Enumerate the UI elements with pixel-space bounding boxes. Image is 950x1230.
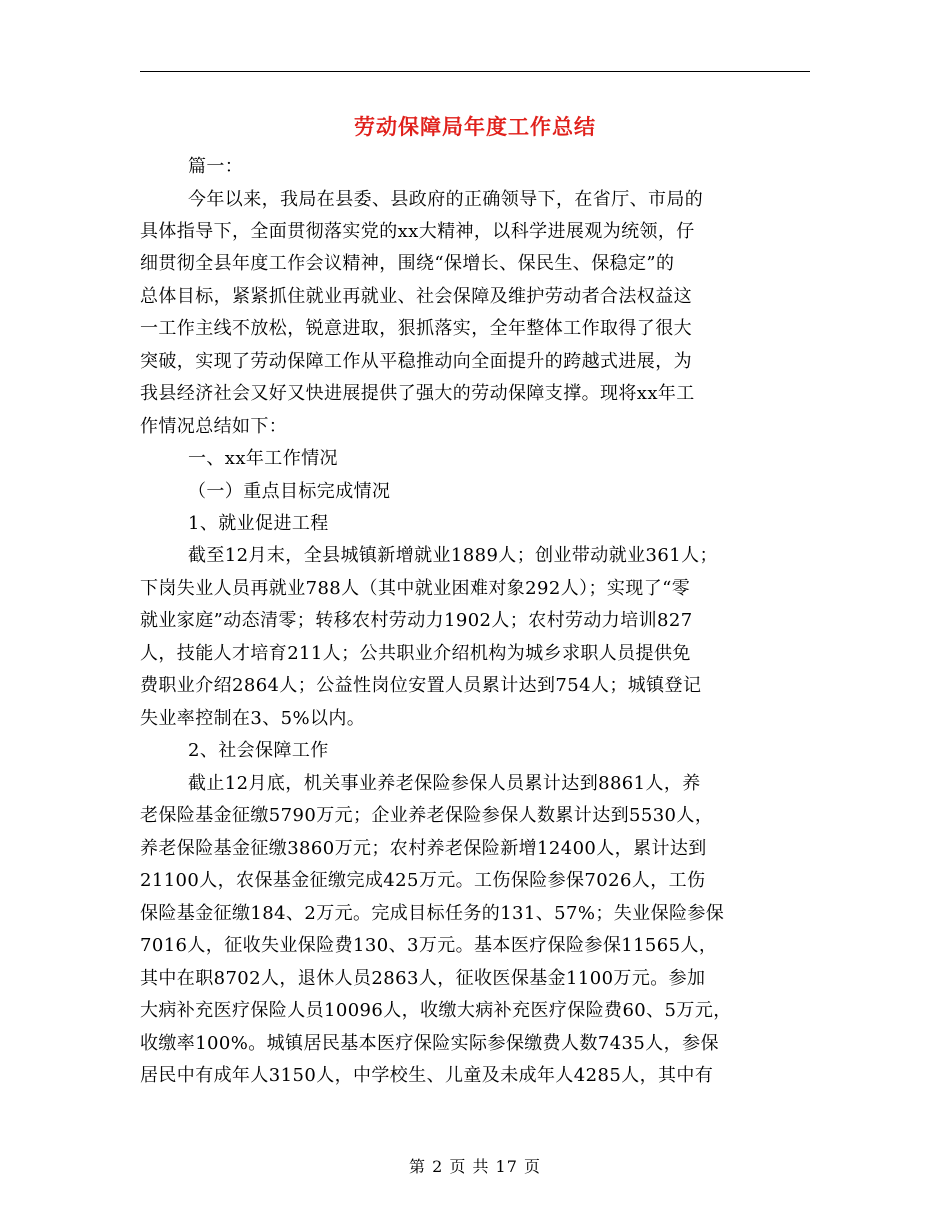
body-line: 老保险基金征缴5790万元；企业养老保险参保人数累计达到5530人， <box>140 805 714 826</box>
body-line: 突破，实现了劳动保障工作从平稳推动向全面提升的跨越式进展，为 <box>140 351 692 372</box>
body-line: 保险基金征缴184、2万元。完成目标任务的131、57%；失业保险参保 <box>140 903 725 924</box>
page-number: 第 2 页 共 17 页 <box>409 1157 541 1176</box>
body-line: 收缴率100%。城镇居民基本医疗保险实际参保缴费人数7435人，参保 <box>140 1033 719 1054</box>
section-heading: 一、xx年工作情况 <box>188 448 338 469</box>
body-line: 作情况总结如下： <box>140 416 288 437</box>
body-line: 就业家庭”动态清零；转移农村劳动力1902人；农村劳动力培训827 <box>140 610 693 631</box>
body-line: 总体目标，紧紧抓住就业再就业、社会保障及维护劳动者合法权益这 <box>140 286 692 307</box>
body-line: 7016人，征收失业保险费130、3万元。基本医疗保险参保11565人， <box>140 935 718 956</box>
body-line: 一工作主线不放松，锐意进取，狠抓落实，全年整体工作取得了很大 <box>140 318 692 339</box>
body-line: 大病补充医疗保险人员10096人，收缴大病补充医疗保险费60、5万元， <box>140 1000 732 1021</box>
header-divider <box>140 71 810 72</box>
body-line: 截止12月底，机关事业养老保险参保人员累计达到8861人，养 <box>188 773 701 794</box>
body-line: 其中在职8702人，退休人员2863人，征收医保基金1100万元。参加 <box>140 968 706 989</box>
body-line: 费职业介绍2864人；公益性岗位安置人员累计达到754人；城镇登记 <box>140 675 702 696</box>
document-title: 劳动保障局年度工作总结 <box>354 114 596 139</box>
body-line: 失业率控制在3、5%以内。 <box>140 708 366 729</box>
body-line: 下岗失业人员再就业788人（其中就业困难对象292人）；实现了“零 <box>140 578 691 599</box>
body-line: 细贯彻全县年度工作会议精神，围绕“保增长、保民生、保稳定”的 <box>140 253 675 274</box>
body-line: 我县经济社会又好又快进展提供了强大的劳动保障支撑。现将xx年工 <box>140 383 695 404</box>
body-line: 人，技能人才培育211人；公共职业介绍机构为城乡求职人员提供免 <box>140 643 691 664</box>
subsection-heading: （一）重点目标完成情况 <box>188 481 391 502</box>
body-line: 居民中有成年人3150人，中学校生、儿童及未成年人4285人，其中有 <box>140 1065 714 1086</box>
body-line: 今年以来，我局在县委、县政府的正确领导下，在省厅、市局的 <box>188 189 704 210</box>
subsection-heading: 1、就业促进工程 <box>188 513 329 534</box>
body-line: 篇一： <box>188 156 244 177</box>
body-line: 养老保险基金征缴3860万元；农村养老保险新增12400人，累计达到 <box>140 838 707 859</box>
body-line: 具体指导下，全面贯彻落实党的xx大精神，以科学进展观为统领，仔 <box>140 221 695 242</box>
body-line: 截至12月末，全县城镇新增就业1889人；创业带动就业361人； <box>188 545 718 566</box>
body-line: 21100人，农保基金征缴完成425万元。工伤保险参保7026人，工伤 <box>140 870 706 891</box>
subsection-heading: 2、社会保障工作 <box>188 740 329 761</box>
